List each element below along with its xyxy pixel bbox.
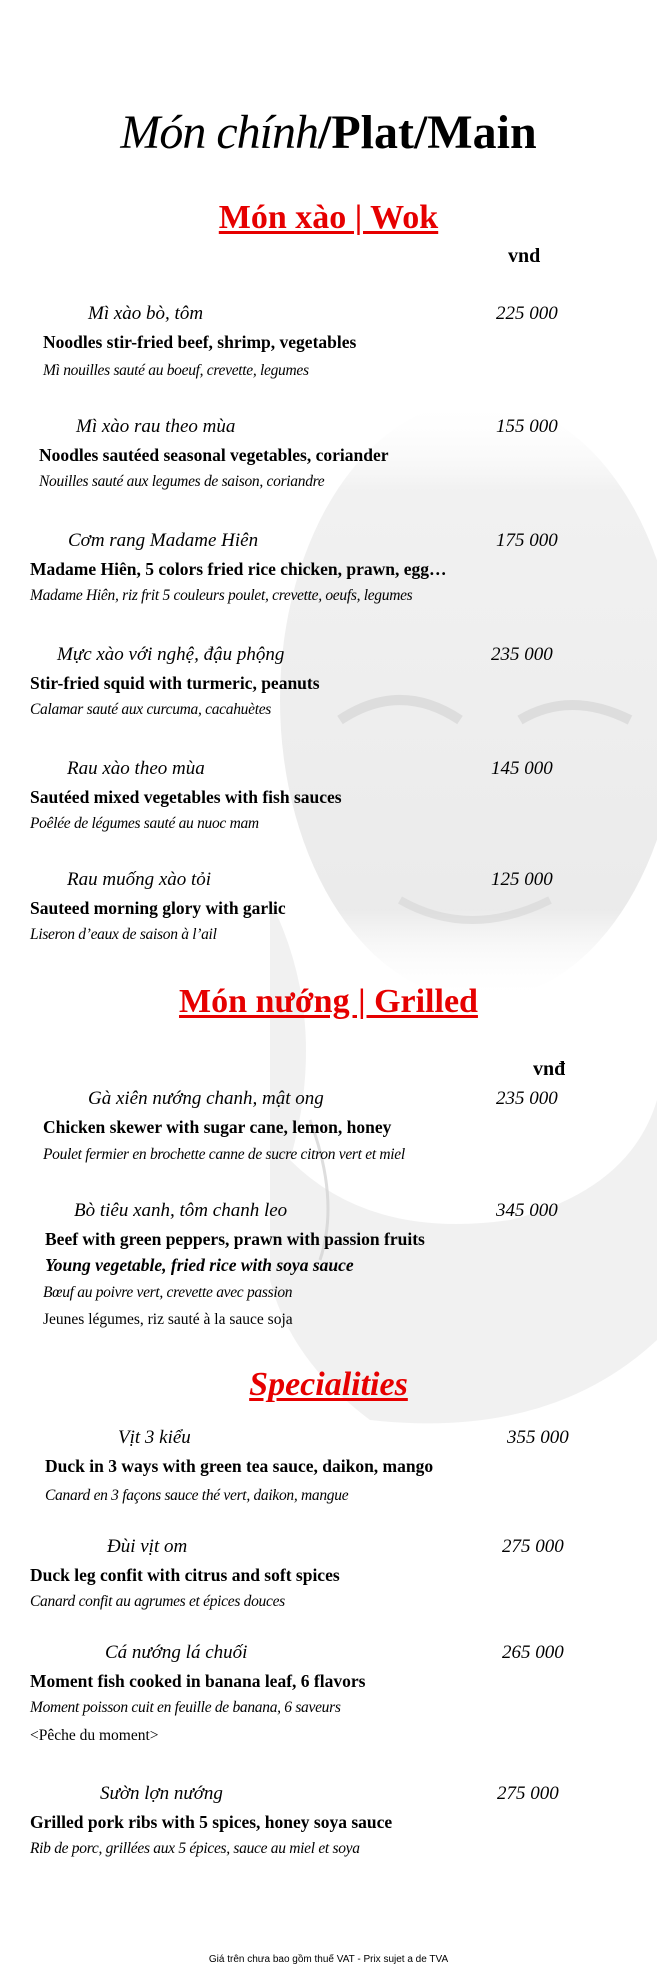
title-vietnamese: Món chính	[120, 106, 318, 159]
item-price: 355 000	[507, 1427, 569, 1448]
item-name-english: Beef with green peppers, prawn with passion fruits	[45, 1229, 425, 1249]
currency-label: vnd	[508, 245, 541, 267]
item-price: 225 000	[496, 303, 558, 324]
item-name-english: Sauteed morning glory with garlic	[30, 898, 286, 918]
item-name-french: Canard en 3 façons sauce thé vert, daikon, mangue	[45, 1487, 349, 1504]
item-name-french: Liseron d’eaux de saison à l’ail	[30, 926, 217, 943]
background-portrait	[250, 340, 657, 1500]
item-name-vietnamese: Đùi vịt om	[107, 1536, 188, 1557]
section-title-grilled: Món nướng | Grilled	[179, 983, 478, 1020]
item-name-french: Bœuf au poivre vert, crevette avec passion	[43, 1284, 293, 1301]
item-name-english: Noodles sautéed seasonal vegetables, coriander	[39, 445, 389, 465]
item-name-french: Moment poisson cuit en feuille de banana, 6 saveurs	[30, 1699, 341, 1716]
item-price: 235 000	[491, 644, 553, 665]
item-note: <Pêche du moment>	[30, 1727, 159, 1744]
item-name-vietnamese: Gà xiên nướng chanh, mật ong	[88, 1088, 324, 1109]
item-name-english: Noodles stir-fried beef, shrimp, vegetables	[43, 332, 357, 352]
item-name-english: Duck in 3 ways with green tea sauce, daikon, mango	[45, 1456, 434, 1476]
item-name-vietnamese: Bò tiêu xanh, tôm chanh leo	[74, 1200, 288, 1221]
item-price: 145 000	[491, 758, 553, 779]
item-name-french: Canard confit au agrumes et épices douces	[30, 1593, 285, 1610]
item-price: 235 000	[496, 1088, 558, 1109]
item-price: 155 000	[496, 416, 558, 437]
item-name-french: Calamar sauté aux curcuma, cacahuètes	[30, 701, 272, 718]
item-name-french: Rib de porc, grillées aux 5 épices, sauce au miel et soya	[30, 1840, 360, 1857]
item-price: 275 000	[502, 1536, 564, 1557]
section-title-specialities: Specialities	[249, 1366, 408, 1403]
item-name-vietnamese: Mực xào với nghệ, đậu phộng	[57, 644, 285, 665]
currency-label: vnđ	[533, 1058, 566, 1080]
item-price: 125 000	[491, 869, 553, 890]
item-name-english: Grilled pork ribs with 5 spices, honey soya sauce	[30, 1812, 393, 1832]
item-name-vietnamese: Mì xào bò, tôm	[88, 303, 204, 324]
item-name-vietnamese: Vịt 3 kiểu	[118, 1427, 191, 1448]
item-name-vietnamese: Sườn lợn nướng	[100, 1783, 223, 1804]
item-name-english: Duck leg confit with citrus and soft spices	[30, 1565, 340, 1585]
item-price: 345 000	[496, 1200, 558, 1221]
section-title-wok: Món xào | Wok	[218, 199, 439, 236]
item-name-french: Poêlée de légumes sauté au nuoc mam	[30, 815, 259, 832]
title-translations: /Plat/Main	[317, 106, 537, 159]
item-price: 175 000	[496, 530, 558, 551]
item-price: 275 000	[497, 1783, 559, 1804]
item-name-english: Madame Hiên, 5 colors fried rice chicken, prawn, egg…	[30, 559, 447, 579]
item-name-vietnamese: Mì xào rau theo mùa	[76, 416, 236, 437]
item-price: 265 000	[502, 1642, 564, 1663]
item-name-english: Moment fish cooked in banana leaf, 6 flavors	[30, 1671, 366, 1691]
item-name-vietnamese: Cơm rang Madame Hiên	[68, 530, 259, 551]
item-name-english: Sautéed mixed vegetables with fish sauces	[30, 787, 342, 807]
item-name-vietnamese: Rau muống xào tỏi	[67, 869, 212, 890]
item-name-french: Mì nouilles sauté au boeuf, crevette, legumes	[43, 362, 309, 379]
item-name-vietnamese: Cá nướng lá chuối	[105, 1642, 248, 1663]
item-side-english: Young vegetable, fried rice with soya sauce	[45, 1255, 354, 1275]
footer-tax-note: Giá trên chưa bao gồm thuế VAT - Prix sujet a de TVA	[208, 1954, 449, 1965]
item-name-english: Stir-fried squid with turmeric, peanuts	[30, 673, 320, 693]
item-name-vietnamese: Rau xào theo mùa	[67, 758, 205, 779]
item-name-french: Nouilles sauté aux legumes de saison, coriandre	[39, 473, 325, 490]
item-name-english: Chicken skewer with sugar cane, lemon, honey	[43, 1117, 392, 1137]
item-name-french: Poulet fermier en brochette canne de sucre citron vert et miel	[43, 1146, 405, 1163]
item-side-french: Jeunes légumes, riz sauté à la sauce soja	[43, 1311, 293, 1328]
page-title	[0, 105, 657, 161]
item-name-french: Madame Hiên, riz frit 5 couleurs poulet, crevette, oeufs, legumes	[30, 587, 413, 604]
